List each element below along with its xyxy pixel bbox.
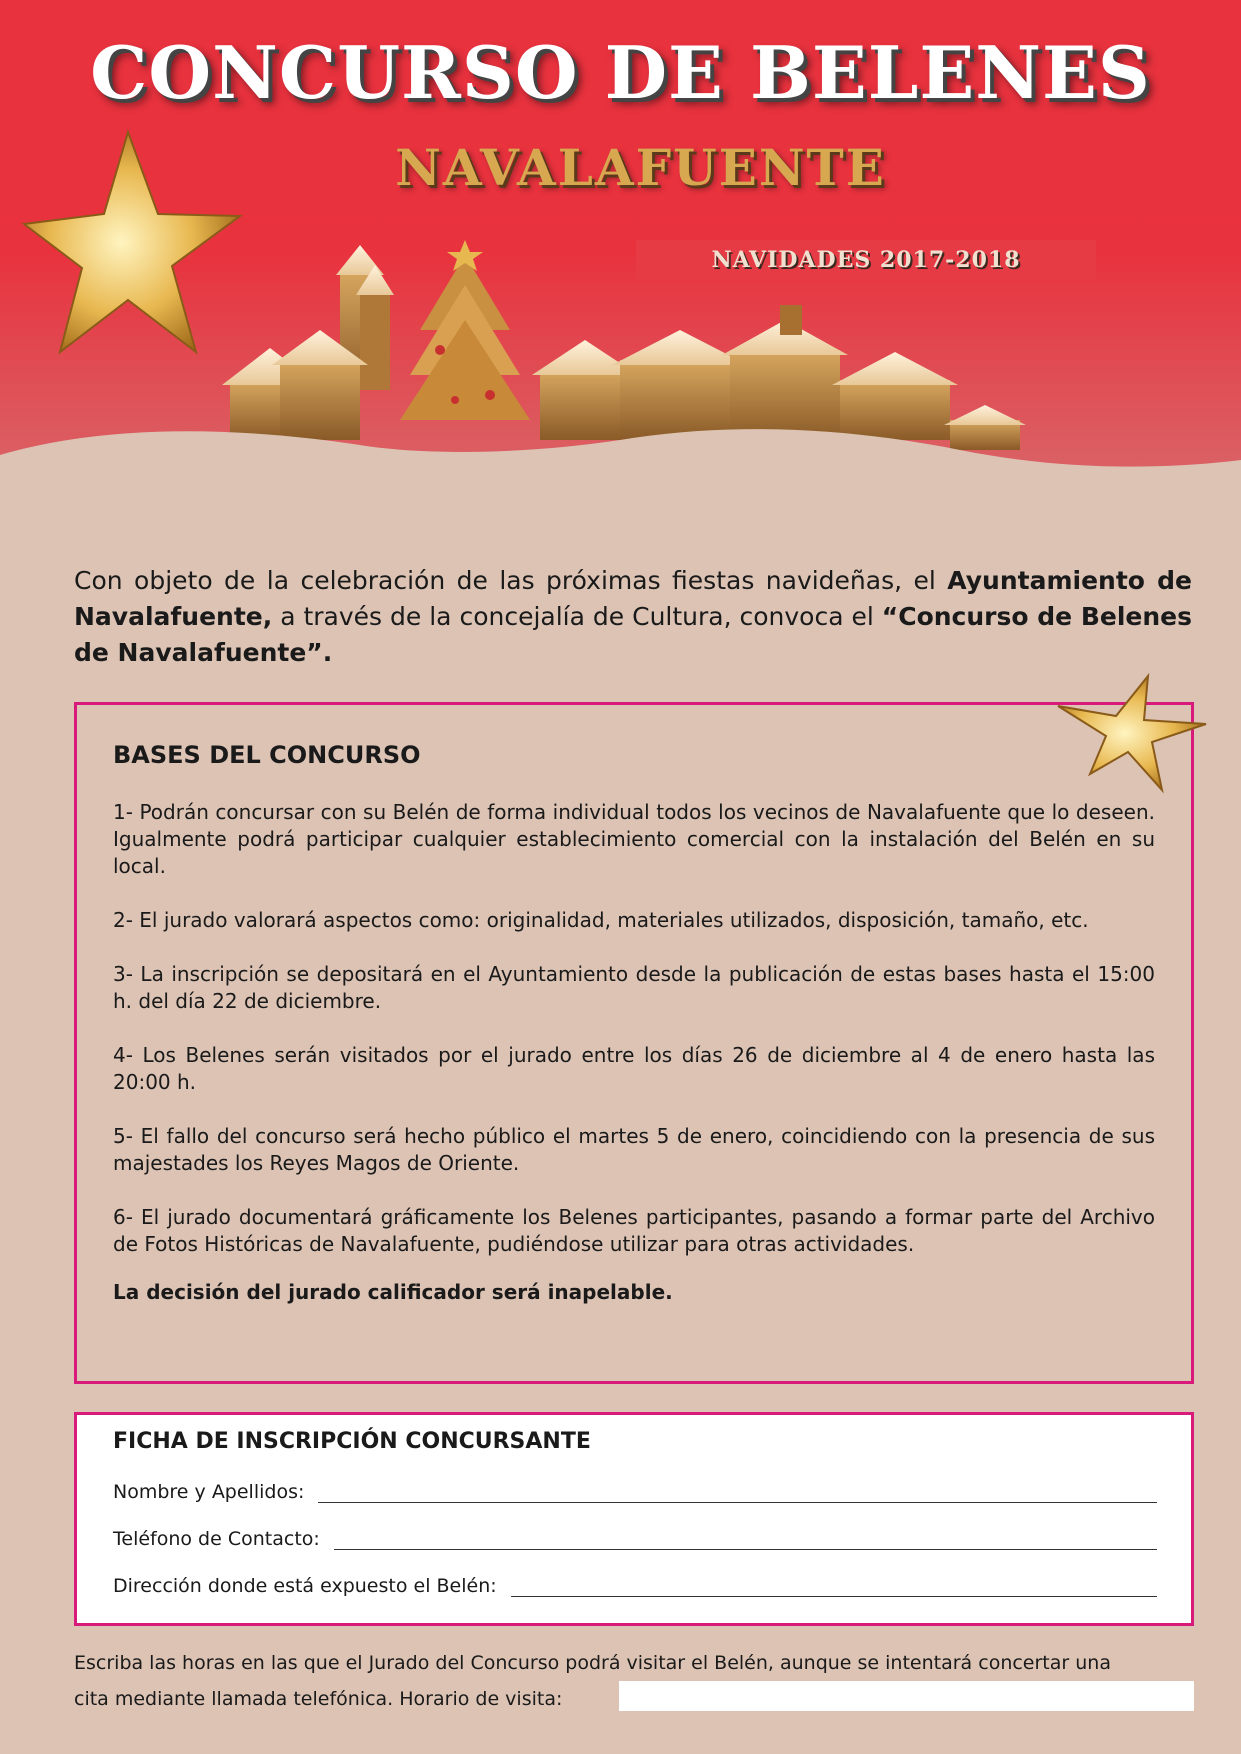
bases-heading: BASES DEL CONCURSO <box>113 741 421 769</box>
rule-item: 6- El jurado documentará gráficamente los Belenes participantes, pasando a formar parte del Archivo de Fotos Históricas de Navalafuente, pudiéndose utilizar para otras actividades. <box>113 1205 1155 1256</box>
dates-banner: NAVIDADES 2017-2018 <box>636 240 1096 280</box>
rule-item: 4- Los Belenes serán visitados por el jurado entre los días 26 de diciembre al 4 de enero hasta las 20:00 h. <box>113 1043 1155 1094</box>
visit-note-line-1: Escriba las horas en las que el Jurado del Concurso podrá visitar el Belén, aunque se intentará concertar una <box>74 1652 1111 1674</box>
bases-section <box>74 702 1194 1384</box>
page-subtitle: NAVALAFUENTE <box>395 138 886 197</box>
address-field[interactable] <box>113 1575 1157 1597</box>
registration-form <box>74 1412 1194 1626</box>
phone-field[interactable] <box>113 1528 1157 1550</box>
rule-item: 1- Podrán concursar con su Belén de forma individual todos los vecinos de Navalafuente que lo deseen. Igualmente podrá participar cualquier establecimiento comercial con la instalación del Belén en su local. <box>113 800 1155 878</box>
star-icon <box>1050 672 1210 794</box>
bases-rules <box>113 799 1155 1333</box>
phone-field-line[interactable] <box>334 1529 1157 1550</box>
intro-paragraph <box>74 563 1192 671</box>
form-heading: FICHA DE INSCRIPCIÓN CONCURSANTE <box>113 1429 591 1454</box>
name-field-label: Nombre y Apellidos: <box>113 1481 305 1503</box>
rule-item: 3- La inscripción se depositará en el Ayuntamiento desde la publicación de estas bases hasta el 15:00 h. del día 22 de diciembre. <box>113 962 1155 1013</box>
address-field-line[interactable] <box>511 1576 1157 1597</box>
page-title: CONCURSO DE BELENES <box>90 30 1151 115</box>
visit-hours-field[interactable] <box>619 1681 1194 1711</box>
closing-statement: La decisión del jurado calificador será inapelable. <box>113 1280 673 1304</box>
rule-item: 2- El jurado valorará aspectos como: originalidad, materiales utilizados, disposición, tamaño, etc. <box>113 908 1089 932</box>
visit-note-line-2: cita mediante llamada telefónica. Horario de visita: <box>74 1688 563 1710</box>
rule-item: 5- El fallo del concurso será hecho público el martes 5 de enero, coincidiendo con la presencia de sus majestades los Reyes Magos de Oriente. <box>113 1124 1155 1175</box>
name-field-line[interactable] <box>318 1482 1157 1503</box>
intro-text-1: Con objeto de la celebración de las próximas fiestas navideñas, el <box>74 566 948 595</box>
star-icon <box>20 128 244 358</box>
intro-contest-name: “Concurso de Belenes de Navalafuente”. <box>74 602 1192 667</box>
intro-organizer: Ayuntamiento de Navalafuente, <box>74 566 1192 631</box>
name-field[interactable] <box>113 1481 1157 1503</box>
phone-field-label: Teléfono de Contacto: <box>113 1528 320 1550</box>
intro-text-2: a través de la concejalía de Cultura, convoca el <box>272 602 882 631</box>
address-field-label: Dirección donde está expuesto el Belén: <box>113 1575 497 1597</box>
